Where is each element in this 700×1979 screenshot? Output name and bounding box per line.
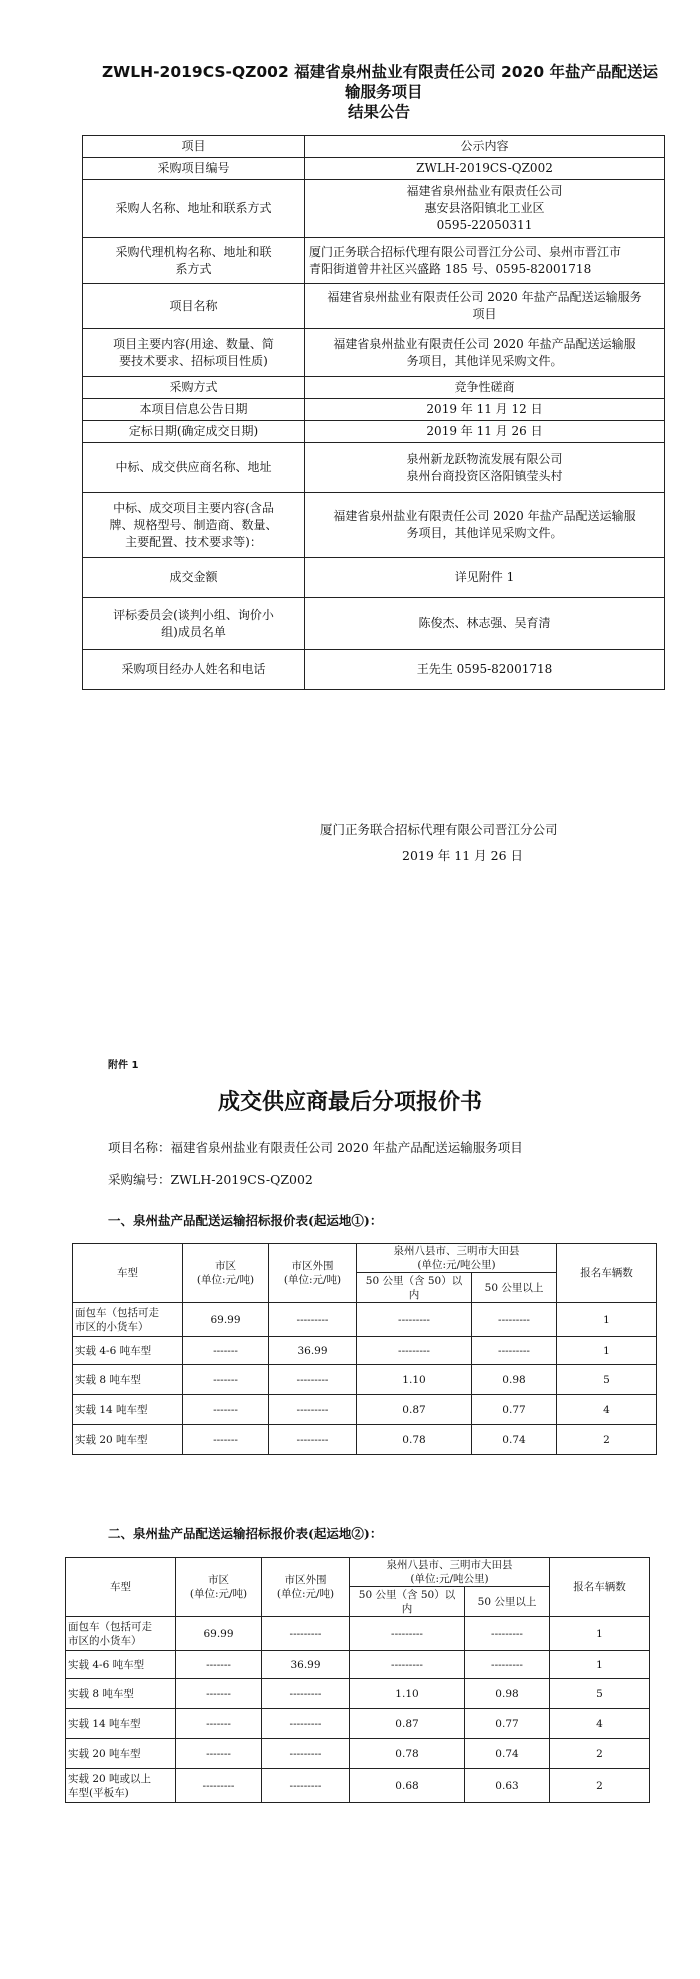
signature-org: 厦门正务联合招标代理有限公司晋江分公司 bbox=[320, 822, 558, 837]
cell-line: 实载 8 吨车型 bbox=[75, 1373, 141, 1386]
price-outer: 36.99 bbox=[269, 1337, 357, 1365]
col-city bbox=[183, 1244, 269, 1303]
project-name: 项目名称：福建省泉州盐业有限责任公司 2020 年盐产品配送运输服务项目 bbox=[108, 1140, 523, 1155]
notice-row bbox=[83, 180, 665, 238]
notice-label bbox=[83, 377, 305, 399]
cell-line: 实载 4-6 吨车型 bbox=[68, 1658, 145, 1671]
cell-line: 福建省泉州盐业有限责任公司 bbox=[406, 184, 563, 198]
vehicle-count: 5 bbox=[550, 1679, 650, 1709]
title-line-1: ZWLH-2019CS-QZ002 福建省泉州盐业有限责任公司 2020 年盐产品配送运 bbox=[101, 63, 659, 81]
cell-line: 市区 bbox=[215, 1260, 236, 1272]
price-over-50: 0.77 bbox=[472, 1395, 557, 1425]
price-city: ------- bbox=[183, 1395, 269, 1425]
price-city: 69.99 bbox=[176, 1617, 262, 1651]
cell-line: 系方式 bbox=[175, 261, 212, 276]
cell-line: 实载 14 吨车型 bbox=[75, 1403, 148, 1416]
quote-header-row bbox=[73, 1244, 657, 1273]
vehicle-count: 1 bbox=[550, 1617, 650, 1651]
notice-value bbox=[305, 443, 665, 493]
price-outer: 36.99 bbox=[262, 1651, 350, 1679]
vehicle-count: 2 bbox=[557, 1425, 657, 1455]
cell-line: 采购方式 bbox=[169, 380, 218, 394]
notice-row bbox=[83, 493, 665, 558]
cell-line: (单位:元/吨) bbox=[196, 1274, 255, 1286]
title-line-2: 输服务项目 bbox=[345, 83, 423, 101]
cell-line: 惠安县洛阳镇北工业区 bbox=[424, 201, 545, 215]
notice-row bbox=[83, 421, 665, 443]
notice-row bbox=[83, 650, 665, 690]
cell-line: ZWLH-2019CS-QZ002 bbox=[416, 161, 553, 175]
cell-line: 实载 20 吨车型 bbox=[75, 1433, 148, 1446]
notice-label bbox=[83, 650, 305, 690]
quote-row bbox=[73, 1303, 657, 1337]
price-within-50: --------- bbox=[350, 1617, 465, 1651]
header-content: 公示内容 bbox=[305, 136, 665, 158]
price-within-50: 0.87 bbox=[350, 1709, 465, 1739]
cell-line: 面包车（包括可走 bbox=[68, 1620, 152, 1633]
cell-line: 牌、规格型号、制造商、数量、 bbox=[109, 517, 278, 532]
quote-row bbox=[66, 1651, 650, 1679]
cell-line: 50 公里（含 50）以 bbox=[365, 1274, 463, 1287]
price-outer: --------- bbox=[262, 1617, 350, 1651]
vehicle-type bbox=[66, 1679, 176, 1709]
quote-header-row bbox=[66, 1558, 650, 1587]
notice-row bbox=[83, 238, 665, 284]
col-within-50 bbox=[357, 1273, 472, 1303]
notice-value bbox=[305, 238, 665, 284]
cell-line: 中标、成交供应商名称、地址 bbox=[115, 460, 272, 474]
cell-line: 泉州台商投资区洛阳镇莹头村 bbox=[406, 468, 563, 483]
cell-line: 务项目，其他详见采购文件。 bbox=[406, 526, 563, 540]
cell-line: (单位:元/吨) bbox=[276, 1588, 335, 1600]
notice-label bbox=[83, 238, 305, 284]
quote-table-2 bbox=[65, 1557, 650, 1803]
quote-row bbox=[73, 1337, 657, 1365]
notice-label bbox=[83, 329, 305, 377]
quote-row bbox=[66, 1709, 650, 1739]
price-outer: --------- bbox=[269, 1365, 357, 1395]
price-within-50: 0.78 bbox=[350, 1739, 465, 1769]
col-outer bbox=[269, 1244, 357, 1303]
notice-value bbox=[305, 421, 665, 443]
vehicle-count: 4 bbox=[550, 1709, 650, 1739]
price-within-50: --------- bbox=[357, 1337, 472, 1365]
col-vehicle: 车型 bbox=[66, 1558, 176, 1617]
vehicle-type bbox=[73, 1337, 183, 1365]
notice-row bbox=[83, 329, 665, 377]
cell-line: 实载 20 吨或以上 bbox=[68, 1772, 152, 1785]
price-city: ------- bbox=[183, 1365, 269, 1395]
quote-row bbox=[66, 1617, 650, 1651]
price-outer: --------- bbox=[262, 1679, 350, 1709]
notice-label bbox=[83, 158, 305, 180]
notice-label bbox=[83, 558, 305, 598]
price-city: 69.99 bbox=[183, 1303, 269, 1337]
document-title bbox=[100, 62, 660, 122]
cell-line: 王先生 0595-82001718 bbox=[416, 662, 553, 676]
cell-line: 50 公里（含 50）以 bbox=[358, 1588, 456, 1601]
notice-label bbox=[83, 180, 305, 238]
cell-line: (单位:元/吨) bbox=[283, 1274, 342, 1286]
cell-line: 中标、成交项目主要内容(含品 bbox=[113, 500, 274, 515]
notice-value bbox=[305, 180, 665, 238]
cell-line: (单位:元/吨公里) bbox=[417, 1259, 496, 1271]
price-within-50: 0.68 bbox=[350, 1769, 465, 1803]
vehicle-type bbox=[66, 1739, 176, 1769]
price-outer: --------- bbox=[269, 1425, 357, 1455]
price-city: ------- bbox=[176, 1739, 262, 1769]
cell-line: 主要配置、技术要求等)： bbox=[125, 534, 262, 549]
notice-row bbox=[83, 443, 665, 493]
col-count: 报名车辆数 bbox=[550, 1558, 650, 1617]
cell-line: 市区外围 bbox=[284, 1574, 327, 1586]
price-city: --------- bbox=[176, 1769, 262, 1803]
price-within-50: 0.78 bbox=[357, 1425, 472, 1455]
notice-row bbox=[83, 558, 665, 598]
cell-line: 市区 bbox=[208, 1574, 229, 1586]
vehicle-count: 2 bbox=[550, 1769, 650, 1803]
price-city: ------- bbox=[176, 1679, 262, 1709]
vehicle-count: 1 bbox=[557, 1303, 657, 1337]
cell-line: 泉州八县市、三明市大田县 bbox=[386, 1559, 513, 1571]
section-title-2: 二、泉州盐产品配送运输招标报价表(起运地②)： bbox=[108, 1526, 383, 1541]
title-line-3: 结果公告 bbox=[348, 103, 411, 121]
cell-line: 组)成员名单 bbox=[161, 624, 226, 639]
notice-label bbox=[83, 598, 305, 650]
price-within-50: 1.10 bbox=[357, 1365, 472, 1395]
notice-value bbox=[305, 650, 665, 690]
cell-line: 采购项目经办人姓名和电话 bbox=[121, 662, 266, 676]
col-county bbox=[357, 1244, 557, 1273]
cell-line: 项目名称 bbox=[169, 298, 218, 313]
col-outer bbox=[262, 1558, 350, 1617]
price-over-50: --------- bbox=[465, 1617, 550, 1651]
attachment-label: 附件 1 bbox=[108, 1060, 139, 1071]
cell-line: 市区的小货车） bbox=[75, 1320, 149, 1333]
price-over-50: --------- bbox=[472, 1337, 557, 1365]
vehicle-type bbox=[73, 1365, 183, 1395]
attachment-title: 成交供应商最后分项报价书 bbox=[217, 1090, 482, 1115]
notice-value bbox=[305, 158, 665, 180]
col-over-50: 50 公里以上 bbox=[472, 1273, 557, 1303]
cell-line: 陈俊杰、林志强、吴育清 bbox=[418, 616, 551, 630]
notice-value bbox=[305, 558, 665, 598]
cell-line: (单位:元/吨) bbox=[189, 1588, 248, 1600]
cell-line: 采购项目编号 bbox=[157, 161, 230, 175]
cell-line: 市区外围 bbox=[291, 1260, 334, 1272]
notice-value bbox=[305, 598, 665, 650]
price-outer: --------- bbox=[269, 1303, 357, 1337]
col-count: 报名车辆数 bbox=[557, 1244, 657, 1303]
col-vehicle: 车型 bbox=[73, 1244, 183, 1303]
price-within-50: --------- bbox=[357, 1303, 472, 1337]
cell-line: 成交金额 bbox=[169, 570, 218, 584]
cell-line: 评标委员会(谈判小组、询价小 bbox=[113, 607, 274, 622]
col-county bbox=[350, 1558, 550, 1587]
vehicle-count: 1 bbox=[557, 1337, 657, 1365]
cell-line: 面包车（包括可走 bbox=[75, 1306, 159, 1319]
vehicle-count: 5 bbox=[557, 1365, 657, 1395]
price-over-50: 0.77 bbox=[465, 1709, 550, 1739]
cell-line: 青阳街道曾井社区兴盛路 185 号、0595-82001718 bbox=[309, 261, 592, 276]
price-outer: --------- bbox=[262, 1709, 350, 1739]
notice-label bbox=[83, 399, 305, 421]
col-over-50: 50 公里以上 bbox=[465, 1587, 550, 1617]
cell-line: 泉州八县市、三明市大田县 bbox=[393, 1245, 520, 1257]
price-city: ------- bbox=[183, 1425, 269, 1455]
cell-line: 务项目，其他详见采购文件。 bbox=[406, 353, 563, 368]
price-within-50: --------- bbox=[350, 1651, 465, 1679]
cell-line: 要技术要求、招标项目性质) bbox=[119, 353, 268, 368]
price-within-50: 0.87 bbox=[357, 1395, 472, 1425]
price-outer: --------- bbox=[262, 1739, 350, 1769]
cell-line: 福建省泉州盐业有限责任公司 2020 年盐产品配送运输服 bbox=[333, 336, 636, 351]
notice-label bbox=[83, 421, 305, 443]
price-city: ------- bbox=[183, 1337, 269, 1365]
notice-row bbox=[83, 284, 665, 329]
notice-value bbox=[305, 284, 665, 329]
notice-table-header bbox=[83, 136, 665, 158]
notice-table bbox=[82, 135, 665, 690]
cell-line: 项目主要内容(用途、数量、简 bbox=[113, 336, 274, 351]
cell-line: 泉州新龙跃物流发展有限公司 bbox=[406, 451, 563, 466]
notice-label bbox=[83, 284, 305, 329]
notice-value bbox=[305, 377, 665, 399]
cell-line: 2019 年 11 月 26 日 bbox=[426, 424, 543, 438]
quote-row bbox=[73, 1395, 657, 1425]
notice-value bbox=[305, 493, 665, 558]
cell-line: 内 bbox=[408, 1288, 420, 1301]
cell-line: 2019 年 11 月 12 日 bbox=[426, 402, 543, 416]
vehicle-count: 2 bbox=[550, 1739, 650, 1769]
col-within-50 bbox=[350, 1587, 465, 1617]
cell-line: 采购人名称、地址和联系方式 bbox=[115, 201, 272, 215]
quote-row bbox=[66, 1739, 650, 1769]
notice-value bbox=[305, 399, 665, 421]
vehicle-type bbox=[73, 1303, 183, 1337]
notice-row bbox=[83, 598, 665, 650]
quote-row bbox=[66, 1679, 650, 1709]
quote-row bbox=[66, 1769, 650, 1803]
quote-table-1 bbox=[72, 1243, 657, 1455]
project-code: 采购编号：ZWLH-2019CS-QZ002 bbox=[108, 1172, 313, 1187]
price-city: ------- bbox=[176, 1709, 262, 1739]
price-over-50: 0.98 bbox=[472, 1365, 557, 1395]
price-over-50: 0.74 bbox=[465, 1739, 550, 1769]
quote-row bbox=[73, 1365, 657, 1395]
notice-label bbox=[83, 493, 305, 558]
cell-line: 实载 8 吨车型 bbox=[68, 1687, 134, 1700]
cell-line: 项目 bbox=[472, 307, 497, 321]
signature-date: 2019 年 11 月 26 日 bbox=[402, 848, 523, 863]
col-city bbox=[176, 1558, 262, 1617]
header-item: 项目 bbox=[83, 136, 305, 158]
cell-line: 福建省泉州盐业有限责任公司 2020 年盐产品配送运输服 bbox=[333, 509, 636, 523]
vehicle-type bbox=[73, 1395, 183, 1425]
vehicle-count: 4 bbox=[557, 1395, 657, 1425]
cell-line: 厦门正务联合招标代理有限公司晋江分公司、泉州市晋江市 bbox=[309, 244, 622, 259]
cell-line: 采购代理机构名称、地址和联 bbox=[115, 244, 272, 259]
cell-line: 竞争性磋商 bbox=[454, 380, 515, 394]
cell-line: 市区的小货车） bbox=[68, 1634, 142, 1647]
vehicle-type bbox=[66, 1709, 176, 1739]
cell-line: 实载 20 吨车型 bbox=[68, 1747, 141, 1760]
cell-line: 车型(平板车) bbox=[68, 1786, 129, 1799]
notice-label bbox=[83, 443, 305, 493]
price-city: ------- bbox=[176, 1651, 262, 1679]
notice-row bbox=[83, 158, 665, 180]
quote-row bbox=[73, 1425, 657, 1455]
vehicle-type bbox=[66, 1617, 176, 1651]
cell-line: (单位:元/吨公里) bbox=[410, 1573, 489, 1585]
price-over-50: 0.98 bbox=[465, 1679, 550, 1709]
cell-line: 实载 4-6 吨车型 bbox=[75, 1344, 152, 1357]
price-over-50: 0.74 bbox=[472, 1425, 557, 1455]
price-outer: --------- bbox=[269, 1395, 357, 1425]
cell-line: 定标日期(确定成交日期) bbox=[128, 424, 259, 438]
cell-line: 0595-22050311 bbox=[436, 218, 533, 232]
vehicle-count: 1 bbox=[550, 1651, 650, 1679]
section-title-1: 一、泉州盐产品配送运输招标报价表(起运地①)： bbox=[108, 1213, 383, 1228]
notice-row bbox=[83, 377, 665, 399]
price-outer: --------- bbox=[262, 1769, 350, 1803]
notice-row bbox=[83, 399, 665, 421]
price-within-50: 1.10 bbox=[350, 1679, 465, 1709]
cell-line: 内 bbox=[401, 1602, 413, 1615]
cell-line: 实载 14 吨车型 bbox=[68, 1717, 141, 1730]
vehicle-type bbox=[66, 1769, 176, 1803]
price-over-50: 0.63 bbox=[465, 1769, 550, 1803]
price-over-50: --------- bbox=[472, 1303, 557, 1337]
cell-line: 福建省泉州盐业有限责任公司 2020 年盐产品配送运输服务 bbox=[327, 290, 642, 304]
cell-line: 详见附件 1 bbox=[454, 570, 515, 584]
price-over-50: --------- bbox=[465, 1651, 550, 1679]
cell-line: 本项目信息公告日期 bbox=[139, 402, 248, 416]
vehicle-type bbox=[66, 1651, 176, 1679]
vehicle-type bbox=[73, 1425, 183, 1455]
notice-value bbox=[305, 329, 665, 377]
